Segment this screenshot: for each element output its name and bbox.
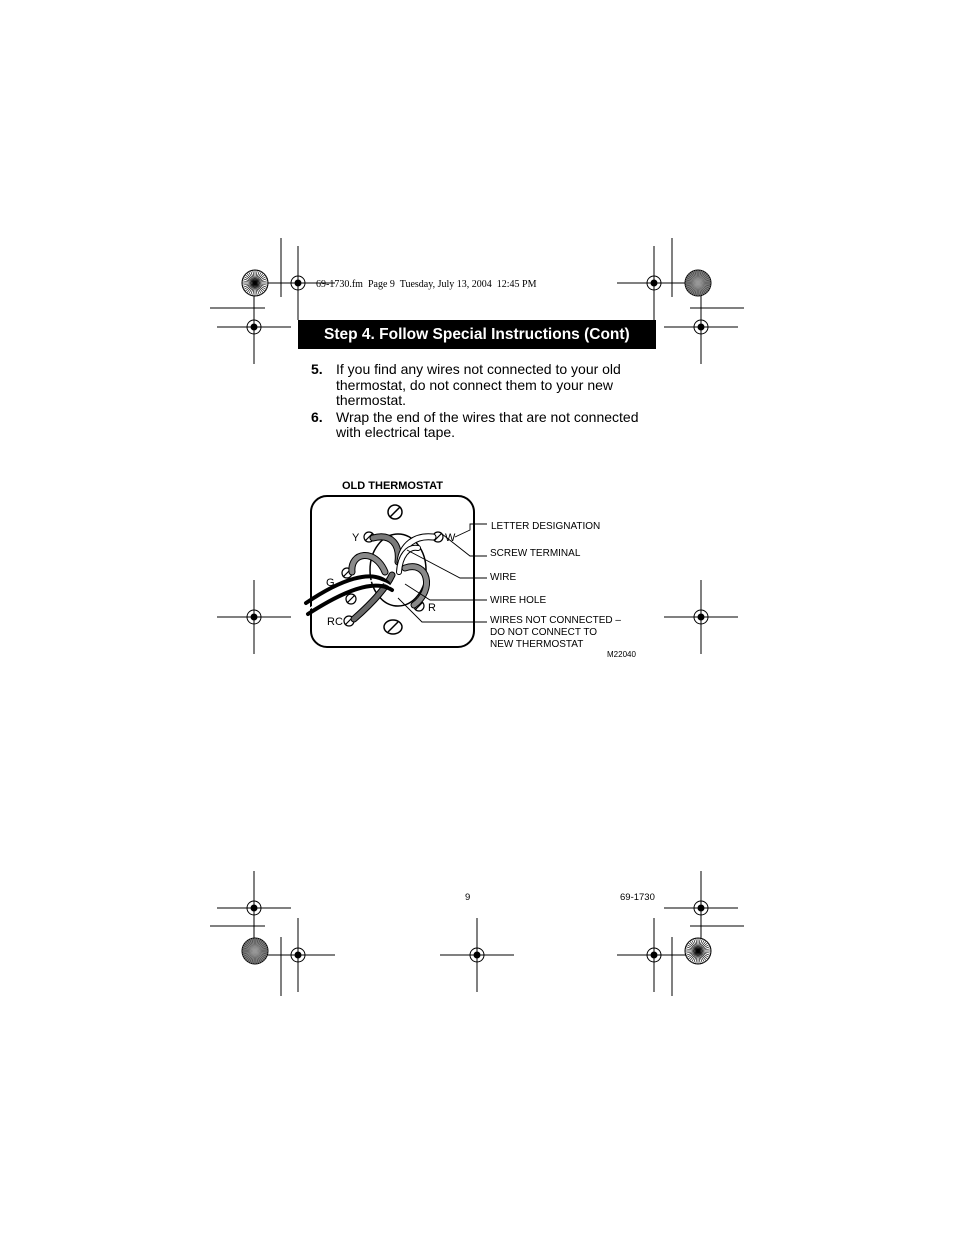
mounting-screw-top [388,505,402,519]
registration-mark [664,290,738,364]
terminal-label-w: W [445,532,456,544]
registration-mark [617,918,691,992]
registration-mark [440,918,514,992]
mounting-screw-bottom [384,620,402,634]
registration-mark [217,290,291,364]
registration-mark [217,871,291,945]
page-number: 9 [465,892,471,903]
color-target-mark [685,270,711,296]
step-text: Wrap the end of the wires that are not connected with electrical tape. [336,408,639,441]
terminal-label-rc: RC [327,616,343,628]
document-number: 69-1730 [620,892,655,903]
instruction-list [311,362,656,442]
list-item [311,410,656,441]
color-target-mark [685,938,711,964]
figure-code: M22040 [607,650,636,659]
terminal-label-g: G [326,577,335,589]
registration-mark [217,580,291,654]
color-target-mark [242,270,268,296]
color-target-mark [242,938,268,964]
callout-screw-terminal: SCREW TERMINAL [490,548,581,559]
step-number: 5. [311,361,323,377]
terminal-label-r: R [428,602,436,614]
registration-mark [261,918,335,992]
figure-title: OLD THERMOSTAT [342,480,444,492]
section-title-banner: Step 4. Follow Special Instructions (Cont) [298,320,656,349]
terminal-label-y: Y [352,532,360,544]
screw-terminal-mid [346,594,356,604]
registration-mark [617,246,691,320]
file-info-line: 69-1730.fm Page 9 Tuesday, July 13, 2004 12:45 PM [316,279,537,290]
callout-wire: WIRE [490,572,517,583]
registration-mark [664,871,738,945]
step-number: 6. [311,408,323,425]
callout-wires-not-connected: WIRES NOT CONNECTED – DO NOT CONNECT TO NEW THERMOSTAT [490,615,621,650]
callout-wire-hole: WIRE HOLE [490,595,547,606]
step-text: If you find any wires not connected to your old thermostat, do not connect them to your new thermostat. [336,361,621,409]
list-item [311,362,656,409]
callout-letter-designation: LETTER DESIGNATION [491,521,601,532]
